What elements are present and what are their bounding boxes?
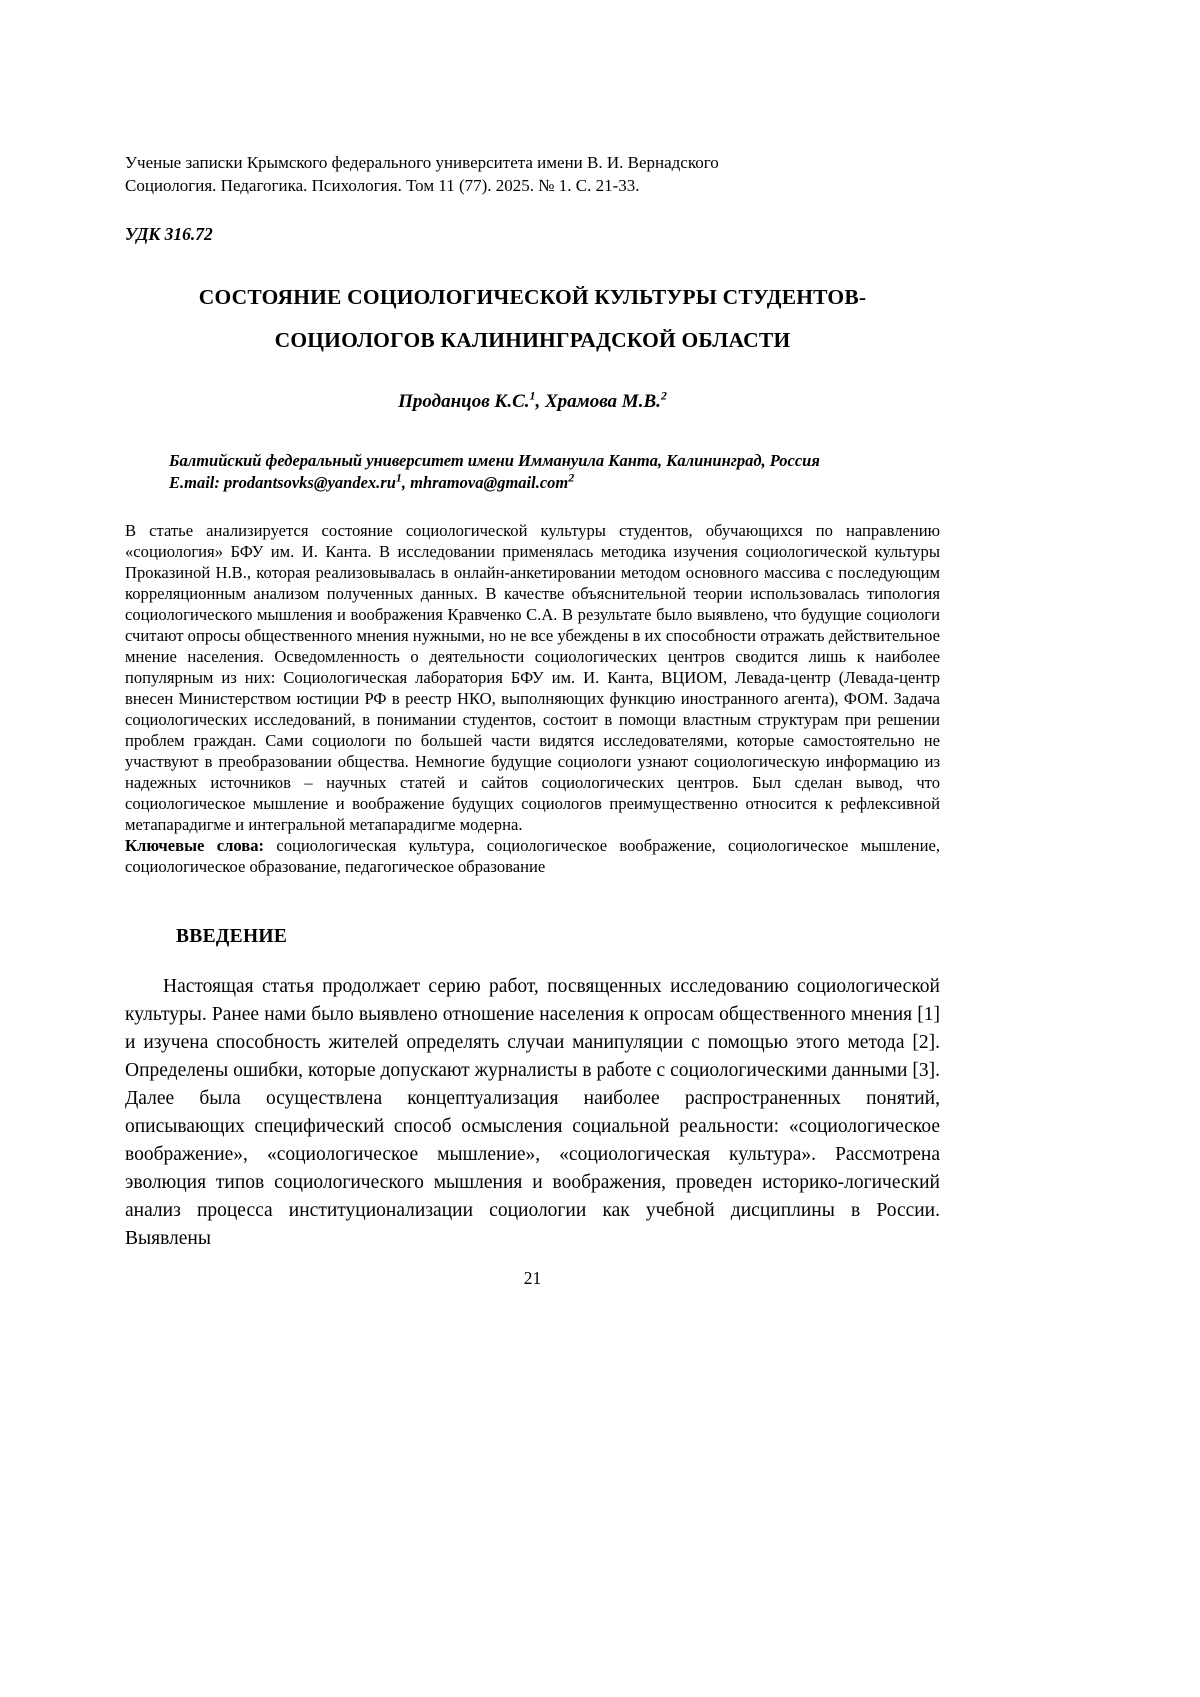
section-heading-introduction: ВВЕДЕНИЕ — [176, 926, 288, 947]
keywords-text: социологическая культура, социологическое воображение, социологическое мышление, социологическое образование, педагогическое образование — [125, 836, 940, 876]
journal-header — [125, 0, 940, 197]
introduction-paragraph: Настоящая статья продолжает серию работ, посвященных исследованию социологической культуры. Ранее нами было выявлено отношение населения к опросам общественного мнения [1] и изучена способность жителей определять случаи манипуляции с помощью этого метода [2]. Определены ошибки, которые допускают журналисты в работе с социологическими данными [3]. Далее была осуществлена концептуализация наиболее распространенных понятий, описывающих специфический способ осмысления социальной реальности: «социологическое воображение», «социологическое мышление», «социологическая культура». Рассмотрена эволюция типов социологического мышления и воображения, проведен историко-логический анализ процесса институционализации социологии как учебной дисциплины в России. Выявлены — [125, 976, 940, 1249]
journal-header-line-2: Социология. Педагогика. Психология. Том 11 (77). 2025. № 1. С. 21-33. — [125, 176, 640, 195]
affiliation-block — [169, 450, 940, 493]
email-1: E.mail: prodantsovks@yandex.ru — [169, 472, 396, 492]
authors-line — [125, 388, 940, 413]
udc-code: УДК 316.72 — [125, 224, 213, 244]
email-2: , mhramova@gmail.com — [401, 472, 569, 492]
authors-separator: , — [535, 391, 545, 412]
article-title-line-2: СОЦИОЛОГОВ КАЛИНИНГРАДСКОЙ ОБЛАСТИ — [274, 328, 791, 352]
email-line — [169, 472, 940, 494]
article-title — [125, 276, 940, 362]
keywords-label: Ключевые слова: — [125, 836, 265, 855]
email-2-superscript: 2 — [568, 470, 575, 484]
author-1-superscript: 1 — [529, 388, 536, 403]
abstract-paragraph: В статье анализируется состояние социологической культуры студентов, обучающихся по направлению «социология» БФУ им. И. Канта. В исследовании применялась методика изучения социологической культуры Проказиной Н.В., которая реализовывалась в онлайн-анкетировании методом основного массива с последующим корреляционным анализом полученных данных. В качестве объяснительной теории использовалась типология социологического мышления и воображения Кравченко С.А. В результате было выявлено, что будущие социологи считают опросы общественного мнения нужными, но не все убеждены в их способности отражать действительное мнение населения. Осведомленность о деятельности социологических центров сводится лишь к наиболее популярным из них: Социологическая лаборатория БФУ им. И. Канта, ВЦИОМ, Левада-центр (Левада-центр внесен Министерством юстиции РФ в реестр НКО, выполняющих функцию иностранного агента), ФОМ. Задача социологических исследований, в понимании студентов, состоит в помощи властным структурам при решении проблем граждан. Сами социологи по большей части видятся исследователями, которые самостоятельно не участвуют в преобразовании общества. Немногие будущие социологи узнают социологическую информацию из надежных источников – научных статей и сайтов социологических центров. Был сделан вывод, что социологическое мышление и воображение будущих социологов преимущественно относится к рефлексивной метапарадигме и интегральной метапарадигме модерна. — [125, 521, 940, 834]
affiliation-line: Балтийский федеральный университет имени Иммануила Канта, Калининград, Россия — [169, 451, 820, 470]
page-number: 21 — [523, 1268, 542, 1288]
author-2-superscript: 2 — [660, 388, 667, 403]
email-1-superscript: 1 — [395, 470, 402, 484]
journal-header-line-1: Ученые записки Крымского федерального университета имени В. И. Вернадского — [125, 153, 719, 172]
author-2-name: Храмова М.В. — [545, 391, 661, 412]
author-1-name: Проданцов К.С. — [398, 391, 530, 412]
text-column — [125, 0, 940, 1289]
article-title-line-1: СОСТОЯНИЕ СОЦИОЛОГИЧЕСКОЙ КУЛЬТУРЫ СТУДЕНТОВ- — [198, 285, 867, 309]
keywords-line — [125, 835, 940, 877]
